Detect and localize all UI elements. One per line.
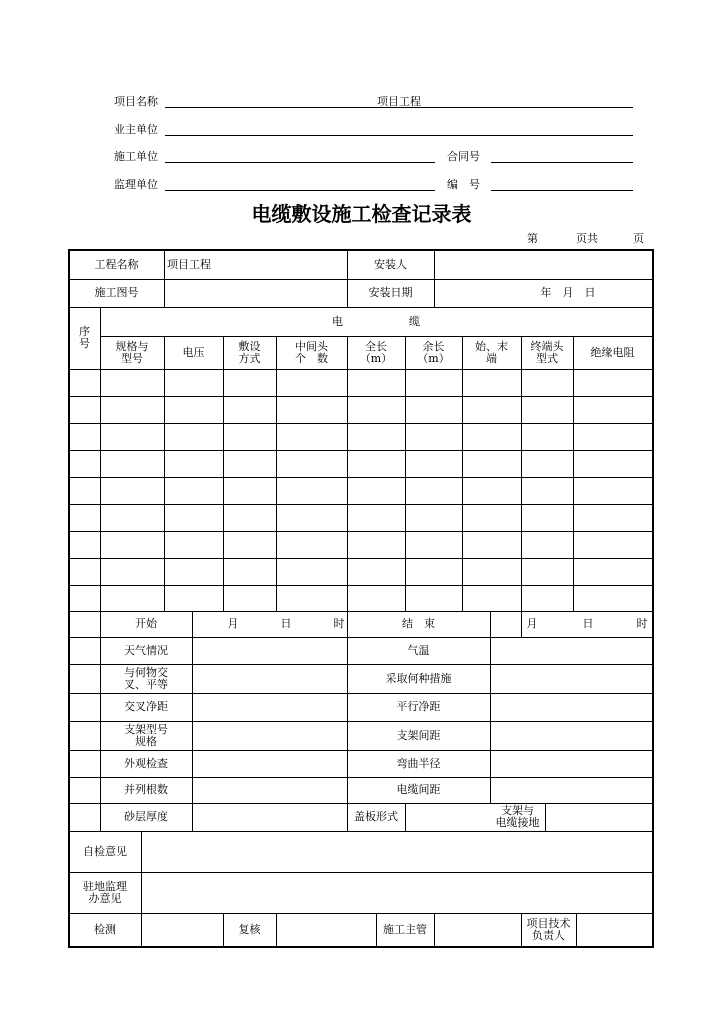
page-ye-label: 页 <box>633 232 644 245</box>
parallel-count-label: 并列根数 <box>124 783 168 796</box>
supervision-field[interactable] <box>141 872 652 913</box>
cable-group-label: 电 缆 <box>332 314 420 328</box>
start-hour[interactable]: 时 <box>333 617 345 630</box>
supervisor-field[interactable] <box>165 190 435 191</box>
info-installer-field[interactable] <box>434 250 652 279</box>
col-spare-length: 余长 （m） <box>417 339 450 365</box>
start-day[interactable]: 日 <box>280 617 292 630</box>
start-month[interactable]: 月 <box>227 617 239 630</box>
project-name-label: 项目名称 <box>114 95 158 108</box>
page-yegong-label: 页共 <box>576 232 598 245</box>
seq-label: 序 号 <box>79 325 90 350</box>
page-di-label: 第 <box>527 232 538 245</box>
bracket-type-label: 支架型号 规格 <box>124 722 168 748</box>
temperature-label: 气温 <box>407 643 430 657</box>
info-drawing-field[interactable] <box>164 279 347 307</box>
info-project-name-value[interactable]: 项目工程 <box>167 257 211 271</box>
contract-no-label: 合同号 <box>447 150 480 163</box>
inspection-label: 检测 <box>94 922 116 936</box>
owner-field[interactable] <box>165 135 633 136</box>
self-check-label: 自检意见 <box>83 844 127 858</box>
start-label: 开始 <box>135 617 157 630</box>
construction-manager-label: 施工主管 <box>383 922 427 936</box>
col-terminal-type: 终端头 型式 <box>530 339 564 365</box>
end-month[interactable]: 月 <box>526 617 538 630</box>
serial-no-label: 编 号 <box>447 178 480 191</box>
bracket-spacing-label: 支架间距 <box>396 728 441 742</box>
review-label: 复核 <box>238 922 261 936</box>
self-check-field[interactable] <box>141 831 652 872</box>
supervisor-label: 监理单位 <box>114 178 158 191</box>
col-insulation: 绝缘电阻 <box>590 345 635 359</box>
cross-distance-label: 交叉净距 <box>124 700 168 713</box>
contractor-field[interactable] <box>165 162 435 163</box>
owner-label: 业主单位 <box>114 123 158 136</box>
info-install-date-value[interactable]: 年 月 日 <box>540 286 596 299</box>
contractor-label: 施工单位 <box>114 150 158 163</box>
crossing-label: 与何物交 叉、平等 <box>124 665 168 691</box>
info-drawing-label: 施工图号 <box>94 286 139 299</box>
end-day[interactable]: 日 <box>582 617 594 630</box>
measures-label: 采取何种措施 <box>385 671 452 685</box>
bend-radius-label: 弯曲半径 <box>396 756 441 770</box>
appearance-label: 外观检查 <box>124 756 168 770</box>
col-start-end: 始、末 端 <box>475 339 508 365</box>
sand-thickness-label: 砂层厚度 <box>124 810 168 823</box>
parallel-distance-label: 平行净距 <box>396 700 441 713</box>
info-project-name-label: 工程名称 <box>94 257 139 271</box>
weather-label: 天气情况 <box>124 643 168 657</box>
col-spec-model: 规格与 型号 <box>115 339 149 365</box>
project-name-value[interactable]: 项目工程 <box>377 95 421 108</box>
supervision-label: 驻地监理 办意见 <box>83 879 127 905</box>
serial-no-field[interactable] <box>491 190 633 191</box>
cover-type-label: 盖板形式 <box>354 810 398 823</box>
page-title: 电缆敷设施工检查记录表 <box>251 202 472 226</box>
col-total-length: 全长 （m） <box>359 339 393 365</box>
cable-spacing-label: 电缆间距 <box>396 783 441 796</box>
end-hour[interactable]: 时 <box>636 617 648 630</box>
info-install-date-label: 安装日期 <box>368 286 413 299</box>
end-label: 结 束 <box>402 617 435 630</box>
col-joint-count: 中间头 个 数 <box>295 339 328 365</box>
contract-no-field[interactable] <box>491 162 633 163</box>
tech-lead-label: 项目技术 负责人 <box>526 916 571 942</box>
col-voltage: 电压 <box>182 345 205 359</box>
col-laying-method: 敷设 方式 <box>238 339 261 365</box>
info-installer-label: 安装人 <box>374 257 407 271</box>
bracket-ground-label: 支架与 电缆接地 <box>495 804 540 829</box>
